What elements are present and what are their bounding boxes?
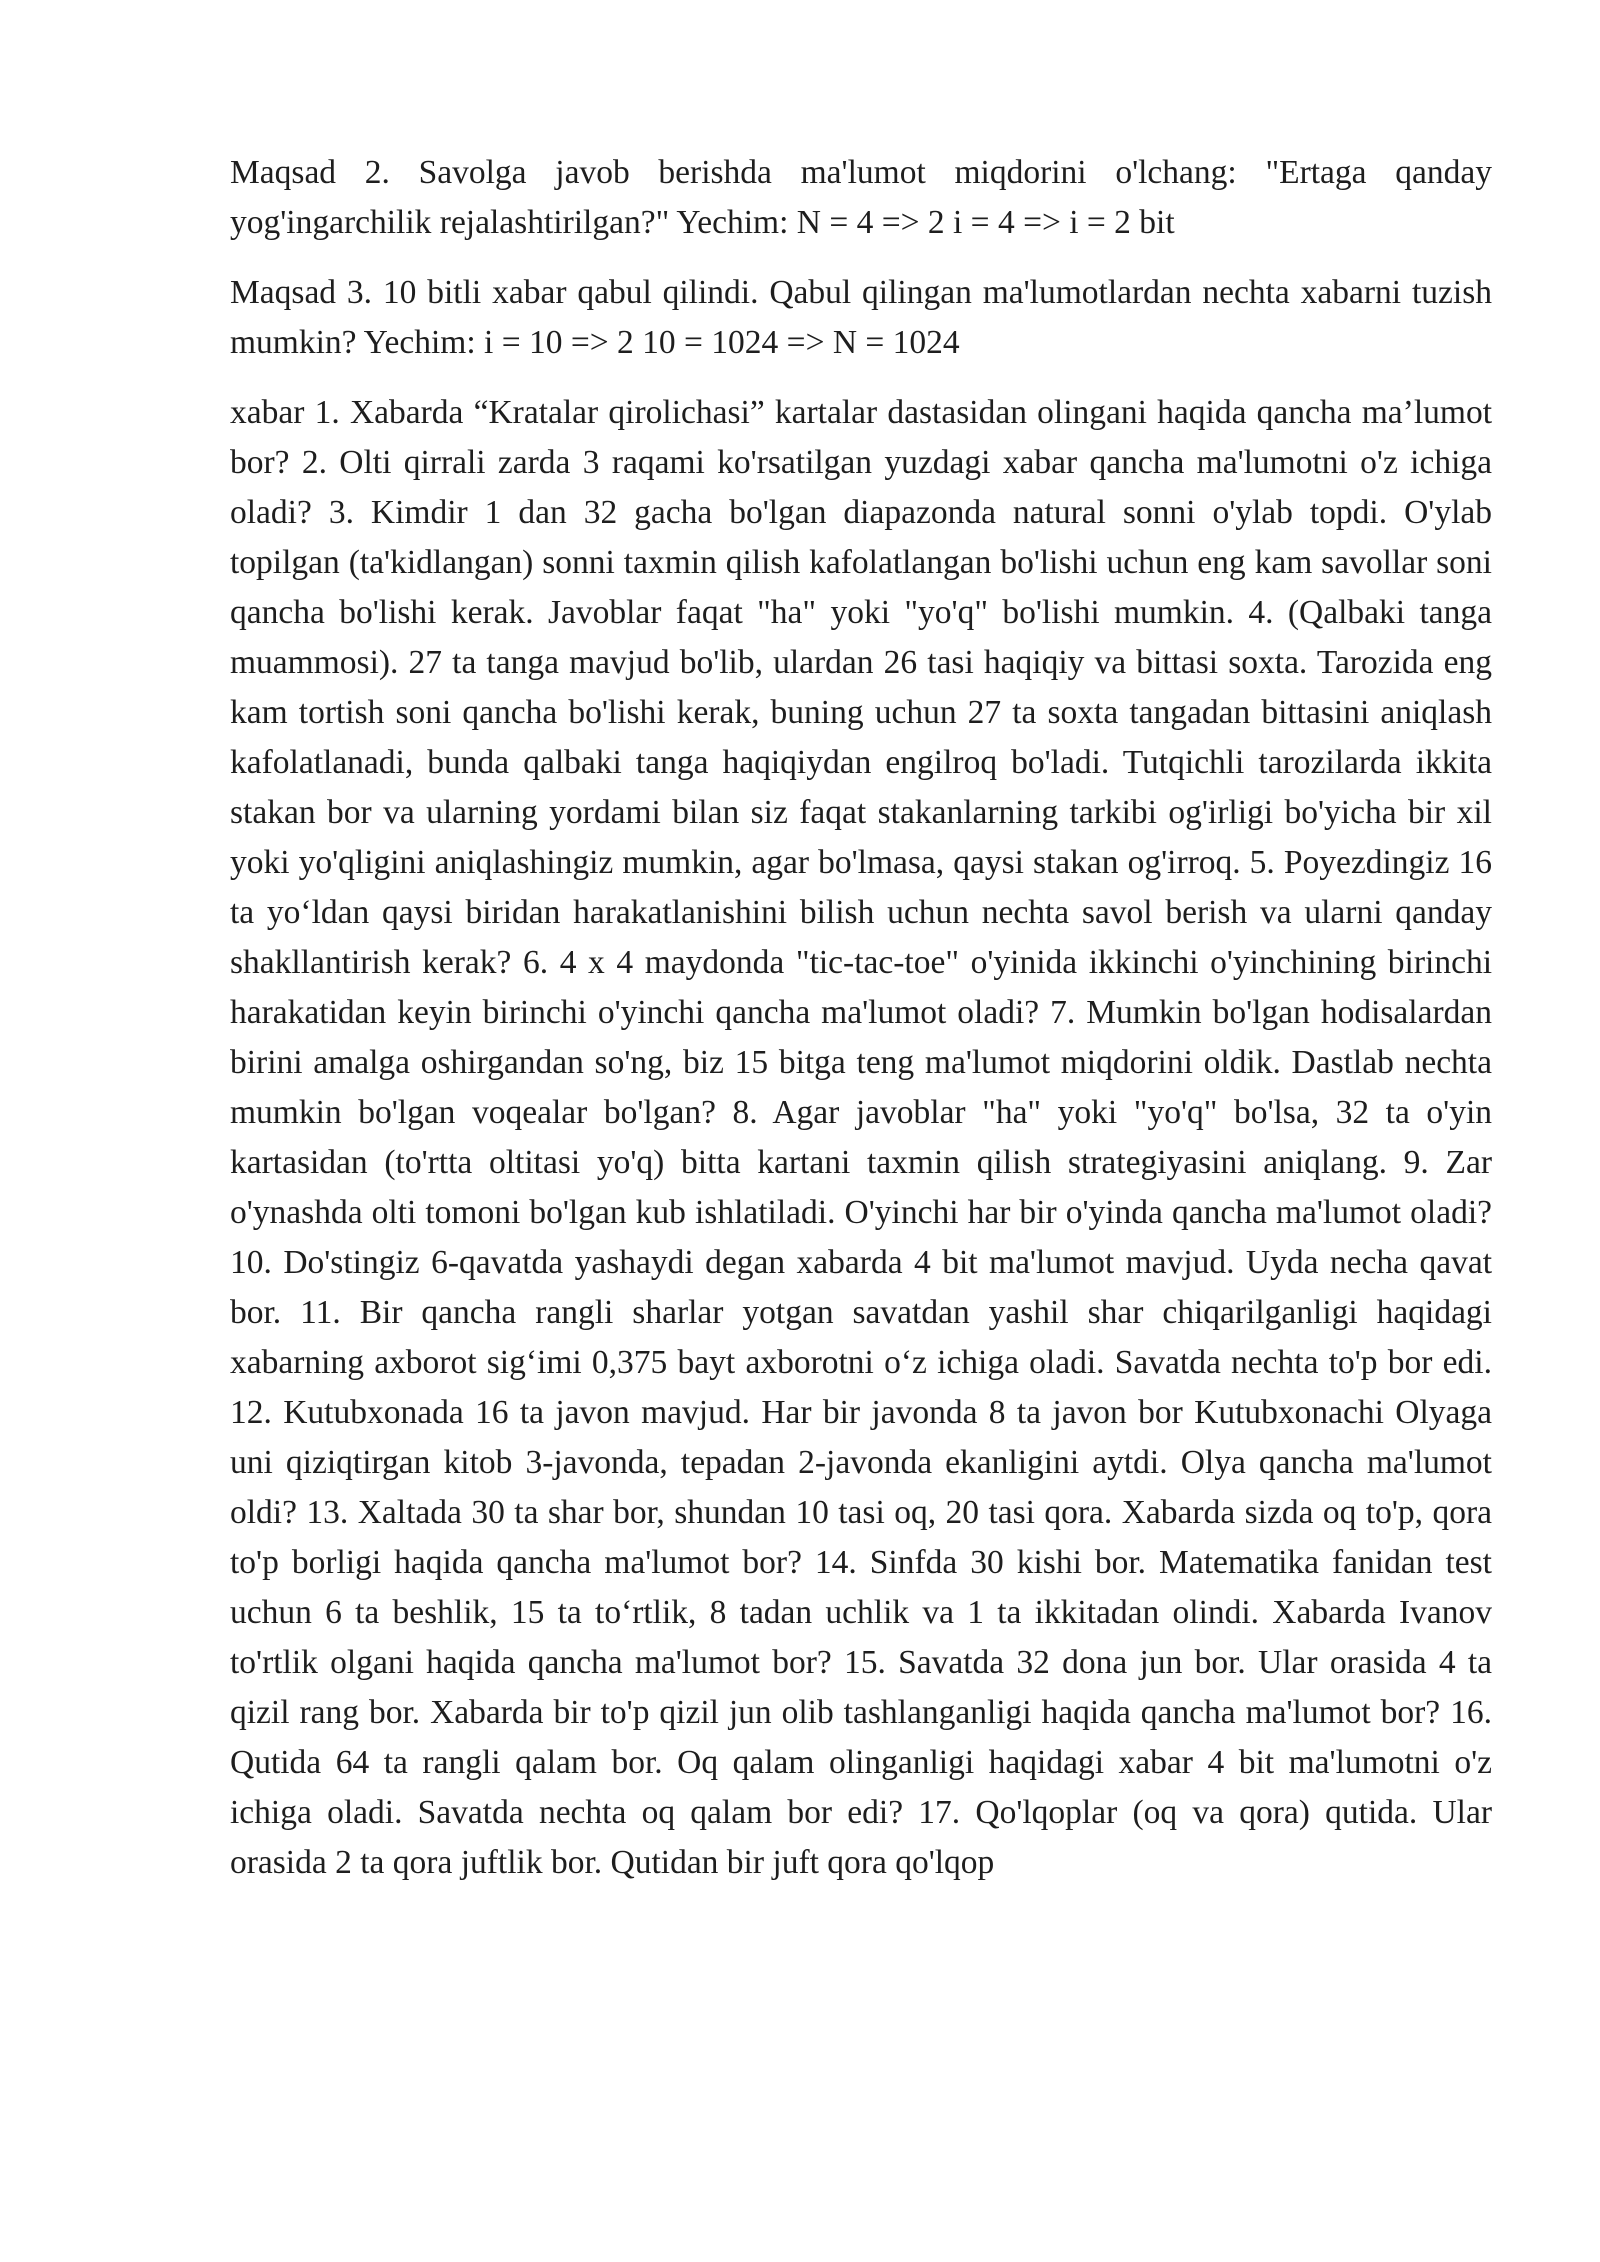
paragraph-maqsad-3: Maqsad 3. 10 bitli xabar qabul qilindi. Qabul qilingan ma'lumotlardan nechta xabarni tuzish mumkin? Yechim: i = 10 => 2 10 = 1024 => N = 1024 xyxy=(230,274,1492,361)
paragraph-exercises: xabar 1. Xabarda “Kratalar qirolichasi” kartalar dastasidan olingani haqida qancha ma’lumot bor? 2. Olti qirrali zarda 3 raqami ko'rsatilgan yuzdagi xabar qancha ma'lumotni o'z ichiga oladi? 3. Kimdir 1 dan 32 gacha bo'lgan diapazonda natural sonni o'ylab topdi. O'ylab topilgan (ta'kidlangan) sonni taxmin qilish kafolatlangan bo'lishi uchun eng kam savollar soni qancha bo'lishi kerak. Javoblar faqat "ha" yoki "yo'q" bo'lishi mumkin. 4. (Qalbaki tanga muammosi). 27 ta tanga mavjud bo'lib, ulardan 26 tasi haqiqiy va bittasi soxta. Tarozida eng kam tortish soni qancha bo'lishi kerak, buning uchun 27 ta soxta tangadan bittasini aniqlash kafolatlanadi, bunda qalbaki tanga haqiqiydan engilroq bo'ladi. Tutqichli tarozilarda ikkita stakan bor va ularning yordami bilan siz faqat stakanlarning tarkibi og'irligi bo'yicha bir xil yoki yo'qligini aniqlashingiz mumkin, agar bo'lmasa, qaysi stakan og'irroq. 5. Poyezdingiz 16 ta yo‘ldan qaysi biridan harakatlanishini bilish uchun nechta savol berish va ularni qanday shakllantirish kerak? 6. 4 x 4 maydonda "tic-tac-toe" o'yinida ikkinchi o'yinchining birinchi harakatidan keyin birinchi o'yinchi qancha ma'lumot oladi? 7. Mumkin bo'lgan hodisalardan birini amalga oshirgandan so'ng, biz 15 bitga teng ma'lumot miqdorini oldik. Dastlab nechta mumkin bo'lgan voqealar bo'lgan? 8. Agar javoblar "ha" yoki "yo'q" bo'lsa, 32 ta o'yin kartasidan (to'rtta oltitasi yo'q) bitta kartani taxmin qilish strategiyasini aniqlang. 9. Zar o'ynashda olti tomoni bo'lgan kub ishlatiladi. O'yinchi har bir o'yinda qancha ma'lumot oladi? 10. Do'stingiz 6-qavatda yashaydi degan xabarda 4 bit ma'lumot mavjud. Uyda necha qavat bor. 11. Bir qancha rangli sharlar yotgan savatdan yashil shar chiqarilganligi haqidagi xabarning axborot sig‘imi 0,375 bayt axborotni o‘z ichiga oladi. Savatda nechta to'p bor edi. 12. Kutubxonada 16 ta javon mavjud. Har bir javonda 8 ta javon bor Kutubxonachi Olyaga uni qiziqtirgan kitob 3-javonda, tepadan 2-javonda ekanligini aytdi. Olya qancha ma'lumot oldi? 13. Xaltada 30 ta shar bor, shundan 10 tasi oq, 20 tasi qora. Xabarda sizda oq to'p, qora to'p borligi haqida qancha ma'lumot bor? 14. Sinfda 30 kishi bor. Matematika fanidan test uchun 6 ta beshlik, 15 ta to‘rtlik, 8 tadan uchlik va 1 ta ikkitadan olindi. Xabarda Ivanov to'rtlik olgani haqida qancha ma'lumot bor? 15. Savatda 32 dona jun bor. Ular orasida 4 ta qizil rang bor. Xabarda bir to'p qizil jun olib tashlanganligi haqida qancha ma'lumot bor? 16. Qutida 64 ta rangli qalam bor. Oq qalam olinganligi haqidagi xabar 4 bit ma'lumotni o'z ichiga oladi. Savatda nechta oq qalam bor edi? 17. Qo'lqoplar (oq va qora) qutida. Ular orasida 2 ta qora juftlik bor. Qutidan bir juft qora qo'lqop xyxy=(230,394,1492,1881)
paragraph-maqsad-2: Maqsad 2. Savolga javob berishda ma'lumot miqdorini o'lchang: "Ertaga qanday yog'ingarchilik rejalashtirilgan?" Yechim: N = 4 => 2 i = 4 => i = 2 bit xyxy=(230,154,1492,241)
document-page xyxy=(230,148,1492,1908)
